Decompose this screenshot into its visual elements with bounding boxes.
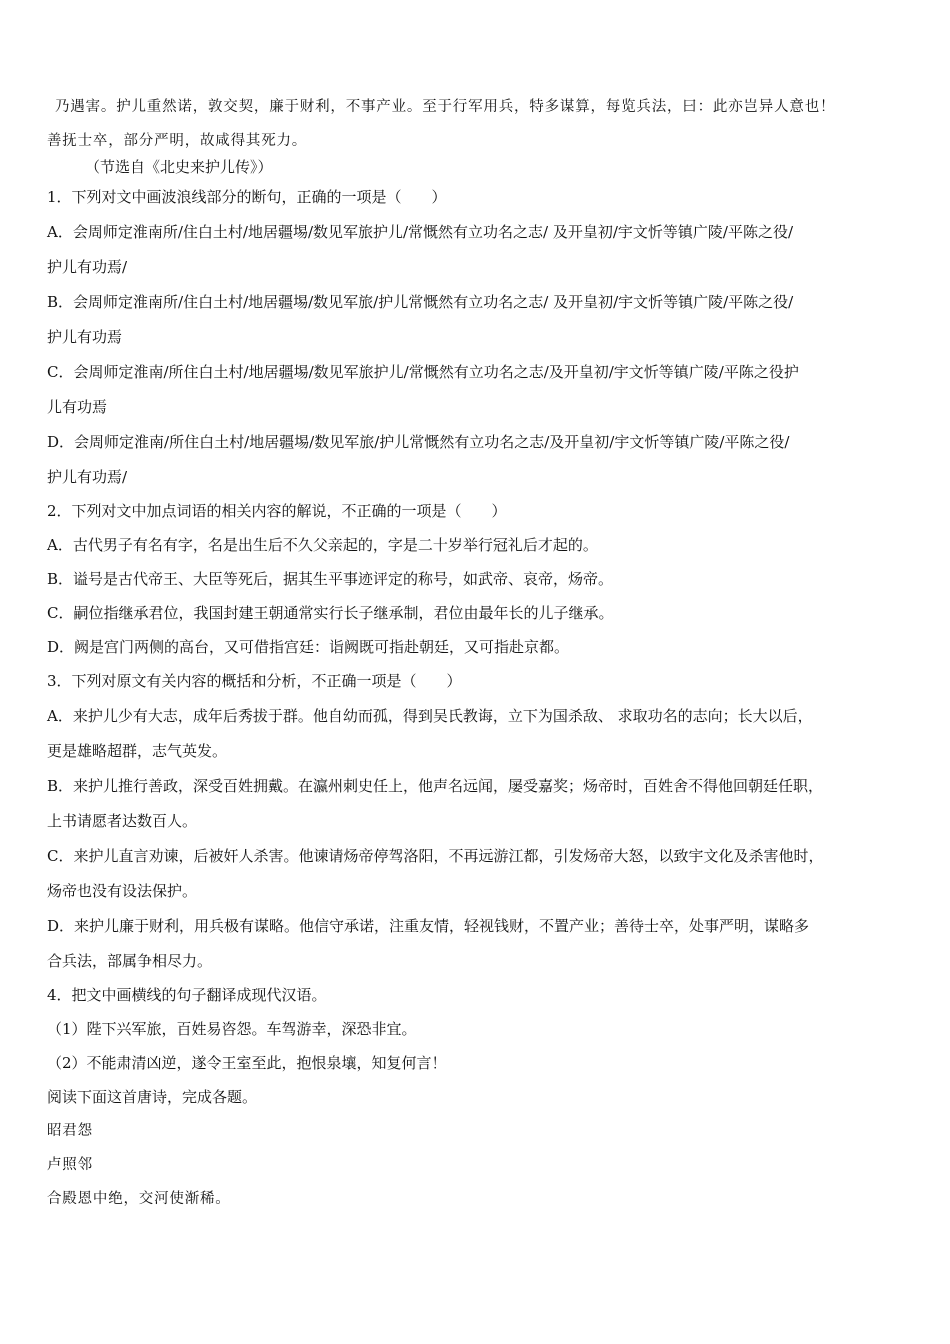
question-1-option-b-line-1: B．会周师定淮南所/住白土村/地居疆埸/数见军旅/护儿常慨然有立功名之志/ 及开皇初/宇文忻等镇广陵/平陈之役/ (47, 293, 794, 311)
question-2-option-d: D．阙是宫门两侧的高台，又可借指宫廷：诣阙既可指赴朝廷，又可指赴京都。 (47, 638, 570, 656)
question-4-sub-1: （1）陛下兴军旅，百姓易咨怨。车驾游幸，深恐非宜。 (47, 1020, 417, 1038)
question-3-option-d-line-1: D．来护儿廉于财利，用兵极有谋略。他信守承诺，注重友情，轻视钱财，不置产业；善待士卒，处事严明，谋略多 (47, 917, 810, 935)
passage-line-2: 善抚士卒，部分严明，故咸得其死力。 (47, 133, 308, 149)
question-4-sub-2: （2）不能肃清凶逆，遂令王室至此，抱恨泉壤，知复何言！ (47, 1054, 447, 1072)
question-1-option-c-line-2: 儿有功焉 (47, 398, 108, 416)
poem-line-1: 合殿恩中绝，交河使渐稀。 (47, 1191, 231, 1207)
question-3-stem: 3．下列对原文有关内容的概括和分析，不正确一项是（ ） (47, 672, 462, 690)
question-3-option-a-line-1: A．来护儿少有大志，成年后秀拔于群。他自幼而孤，得到吴氏教诲，立下为国杀敌、 求取功名的志向；长大以后， (47, 707, 813, 725)
question-1-option-c-line-1: C．会周师定淮南/所住白土村/地居疆埸/数见军旅护儿/常慨然有立功名之志/及开皇初/宇文忻等镇广陵/平陈之役护 (47, 363, 799, 381)
poem-author: 卢照邻 (47, 1157, 93, 1173)
question-3-option-c-line-2: 炀帝也没有设法保护。 (47, 882, 198, 900)
poem-title: 昭君怨 (47, 1123, 93, 1139)
question-1-option-b-line-2: 护儿有功焉 (47, 328, 123, 346)
question-1-option-a-line-1: A．会周师定淮南所/住白土村/地居疆埸/数见军旅护儿/常慨然有立功名之志/ 及开皇初/宇文忻等镇广陵/平陈之役/ (47, 223, 794, 241)
question-2-option-b: B．谥号是古代帝王、大臣等死后，据其生平事迹评定的称号，如武帝、哀帝，炀帝。 (47, 570, 614, 588)
question-3-option-b-line-1: B．来护儿推行善政，深受百姓拥戴。在瀛州刺史任上，他声名远闻，屡受嘉奖；炀帝时，百姓舍不得他回朝廷任职， (47, 777, 824, 795)
question-2-option-c: C．嗣位指继承君位，我国封建王朝通常实行长子继承制，君位由最年长的儿子继承。 (47, 604, 614, 622)
question-3-option-b-line-2: 上书请愿者达数百人。 (47, 812, 198, 830)
question-4-stem: 4．把文中画横线的句子翻译成现代汉语。 (47, 986, 327, 1004)
question-1-option-d-line-1: D．会周师定淮南/所住白土村/地居疆埸/数见军旅/护儿常慨然有立功名之志/及开皇初/宇文忻等镇广陵/平陈之役/ (47, 433, 790, 451)
question-1-option-a-line-2: 护儿有功焉/ (47, 258, 128, 276)
question-2-option-a: A．古代男子有名有字，名是出生后不久父亲起的，字是二十岁举行冠礼后才起的。 (47, 536, 598, 554)
question-1-stem: 1．下列对文中画波浪线部分的断句，正确的一项是（ ） (47, 188, 447, 206)
document-page (47, 96, 907, 1210)
question-3-option-a-line-2: 更是雄略超群，志气英发。 (47, 742, 228, 760)
poem-intro: 阅读下面这首唐诗，完成各题。 (47, 1088, 258, 1106)
passage-line-1: 乃遇害。护儿重然诺，敦交契，廉于财利，不事产业。至于行军用兵，特多谋算，每览兵法，曰：此亦岂异人意也！ (55, 99, 836, 115)
question-3-option-c-line-1: C．来护儿直言劝谏，后被奸人杀害。他谏请炀帝停驾洛阳，不再远游江都，引发炀帝大怒，以致宇文化及杀害他时， (47, 847, 824, 865)
passage-source: （节选自《北史来护儿传》） (85, 158, 273, 176)
question-3-option-d-line-2: 合兵法，部属争相尽力。 (47, 952, 213, 970)
question-1-option-d-line-2: 护儿有功焉/ (47, 468, 128, 486)
question-2-stem: 2．下列对文中加点词语的相关内容的解说，不正确的一项是（ ） (47, 502, 507, 520)
